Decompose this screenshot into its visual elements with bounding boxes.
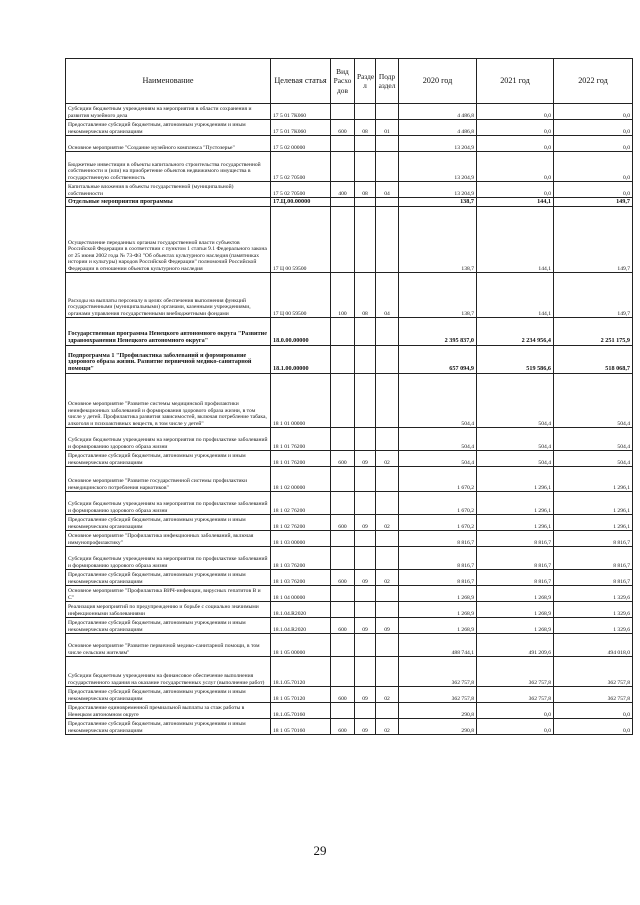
cell-2022: 1 296,1 <box>554 515 633 531</box>
cell-section: 08 <box>355 273 376 318</box>
cell-2022: 1 329,6 <box>554 586 633 602</box>
cell-section: 09 <box>355 618 376 634</box>
cell-section: 09 <box>355 570 376 586</box>
cell-section: 08 <box>355 182 376 198</box>
header-2020: 2020 год <box>399 59 477 104</box>
cell-target-article: 18 1 02 00000 <box>271 467 331 492</box>
cell-expense-type <box>331 428 355 451</box>
table-row <box>66 618 633 634</box>
cell-2020: 488 744,1 <box>399 634 477 657</box>
cell-section: 09 <box>355 515 376 531</box>
cell-name: Основное мероприятие "Развитие государственной системы профилактики немедицинского потребления наркотиков" <box>66 467 271 492</box>
cell-name: Капитальные вложения в объекты государственной (муниципальной) собственности <box>66 182 271 198</box>
cell-section: 09 <box>355 687 376 703</box>
table-row <box>66 547 633 570</box>
cell-2022: 362 757,8 <box>554 657 633 687</box>
cell-2021: 0,0 <box>477 182 554 198</box>
cell-target-article: 18.1.05.70160 <box>271 703 331 719</box>
cell-2021: 504,4 <box>477 428 554 451</box>
cell-name: Субсидии бюджетным учреждениям на мероприятия в области сохранения и развития музейного дела <box>66 104 271 120</box>
cell-2020: 290,8 <box>399 719 477 735</box>
cell-name: Предоставление субсидий бюджетным, автономным учреждениям и иным некоммерческим организациям <box>66 687 271 703</box>
cell-2022: 0,0 <box>554 152 633 182</box>
cell-subsection <box>376 104 399 120</box>
cell-2020: 504,4 <box>399 428 477 451</box>
header-expense-type: Вид Расхо дов <box>331 59 355 104</box>
table-row <box>66 515 633 531</box>
cell-2022: 362 757,8 <box>554 687 633 703</box>
cell-name: Предоставление субсидий бюджетным, автономным учреждениям и иным некоммерческим организациям <box>66 719 271 735</box>
cell-2022: 0,0 <box>554 182 633 198</box>
cell-2020: 13 204,9 <box>399 182 477 198</box>
cell-name: Бюджетные инвестиции в объекты капитального строительства государственной собственности и (или) на приобретение объектов недвижимого имущества в государственную собственность <box>66 152 271 182</box>
cell-2022: 0,0 <box>554 120 633 136</box>
cell-section <box>355 586 376 602</box>
cell-subsection <box>376 374 399 428</box>
cell-target-article: 18 1 03 76200 <box>271 570 331 586</box>
cell-2022: 8 816,7 <box>554 570 633 586</box>
cell-name: Расходы на выплаты персоналу в целях обеспечения выполнения функций государственными (муниципальными) органами, казенными учреждениями, органами управления государственными внебюджетными фондами <box>66 273 271 318</box>
cell-2021: 504,4 <box>477 374 554 428</box>
cell-section <box>355 703 376 719</box>
table-row <box>66 719 633 735</box>
cell-2022: 1 329,6 <box>554 602 633 618</box>
cell-2021: 0,0 <box>477 104 554 120</box>
cell-expense-type <box>331 207 355 273</box>
cell-subsection <box>376 198 399 207</box>
cell-target-article: 17 5 02 00000 <box>271 136 331 152</box>
cell-section <box>355 531 376 547</box>
page-number: 29 <box>313 843 327 858</box>
cell-2021: 0,0 <box>477 703 554 719</box>
cell-target-article: 18 1 03 00000 <box>271 531 331 547</box>
cell-subsection <box>376 657 399 687</box>
cell-section <box>355 428 376 451</box>
cell-section <box>355 602 376 618</box>
cell-name: Предоставление субсидий бюджетным, автономным учреждениям и иным некоммерческим организациям <box>66 120 271 136</box>
cell-2021: 1 296,1 <box>477 515 554 531</box>
table-row <box>66 492 633 515</box>
cell-target-article: 18.1.04.R2020 <box>271 602 331 618</box>
cell-section <box>355 104 376 120</box>
table-row <box>66 198 633 207</box>
table-row <box>66 152 633 182</box>
cell-2022: 149,7 <box>554 273 633 318</box>
cell-2021: 8 816,7 <box>477 570 554 586</box>
cell-subsection <box>376 428 399 451</box>
cell-2020: 1 268,9 <box>399 618 477 634</box>
cell-target-article: 18 1 05 00000 <box>271 634 331 657</box>
cell-2020: 362 757,8 <box>399 657 477 687</box>
cell-subsection <box>376 602 399 618</box>
header-2022: 2022 год <box>554 59 633 104</box>
table-row <box>66 182 633 198</box>
cell-section <box>355 207 376 273</box>
cell-name: Предоставление субсидий бюджетным, автономным учреждениям и иным некоммерческим организациям <box>66 618 271 634</box>
cell-subsection: 02 <box>376 719 399 735</box>
cell-name: Государственная программа Ненецкого автономного округа "Развитие здравоохранения Ненецкого автономного округа" <box>66 318 271 346</box>
cell-section <box>355 198 376 207</box>
cell-name: Подпрограмма 1 "Профилактика заболеваний и формирование здорового образа жизни. Развитие первичной медико-санитарной помощи" <box>66 346 271 374</box>
cell-expense-type <box>331 374 355 428</box>
table-row <box>66 104 633 120</box>
table-row <box>66 687 633 703</box>
cell-target-article: 18 1 01 76200 <box>271 428 331 451</box>
cell-subsection: 04 <box>376 182 399 198</box>
cell-2021: 0,0 <box>477 152 554 182</box>
cell-expense-type <box>331 602 355 618</box>
cell-expense-type: 100 <box>331 273 355 318</box>
cell-subsection: 01 <box>376 120 399 136</box>
cell-2020: 504,4 <box>399 374 477 428</box>
cell-2022: 0,0 <box>554 136 633 152</box>
cell-subsection <box>376 586 399 602</box>
cell-target-article: 18.1.04.R2020 <box>271 618 331 634</box>
cell-expense-type <box>331 492 355 515</box>
cell-2021: 519 586,6 <box>477 346 554 374</box>
cell-subsection <box>376 547 399 570</box>
cell-name: Основное мероприятие "Создание музейного комплекса "Пустозерье" <box>66 136 271 152</box>
cell-name: Предоставление субсидий бюджетным, автономным учреждениям и иным некоммерческим организациям <box>66 451 271 467</box>
cell-subsection: 02 <box>376 515 399 531</box>
cell-2020: 138,7 <box>399 198 477 207</box>
cell-2020: 2 395 837,0 <box>399 318 477 346</box>
cell-2020: 504,4 <box>399 451 477 467</box>
cell-name: Субсидии бюджетным учреждениям на мероприятия по профилактике заболеваний и формированию здорового образа жизни <box>66 428 271 451</box>
cell-section <box>355 374 376 428</box>
cell-subsection <box>376 346 399 374</box>
cell-2022: 504,4 <box>554 428 633 451</box>
cell-2020: 1 268,9 <box>399 586 477 602</box>
cell-2022: 494 018,0 <box>554 634 633 657</box>
cell-2021: 1 268,9 <box>477 602 554 618</box>
cell-2022: 0,0 <box>554 719 633 735</box>
table-row <box>66 586 633 602</box>
table-row <box>66 207 633 273</box>
cell-2021: 504,4 <box>477 451 554 467</box>
cell-section: 09 <box>355 719 376 735</box>
cell-target-article: 17 5 01 7К060 <box>271 104 331 120</box>
cell-2020: 362 757,8 <box>399 687 477 703</box>
cell-2021: 8 816,7 <box>477 531 554 547</box>
table-row <box>66 273 633 318</box>
table-row <box>66 467 633 492</box>
cell-section <box>355 634 376 657</box>
cell-target-article: 18 1 01 76200 <box>271 451 331 467</box>
cell-expense-type: 400 <box>331 182 355 198</box>
cell-expense-type <box>331 703 355 719</box>
cell-2022: 518 068,7 <box>554 346 633 374</box>
cell-2021: 1 268,9 <box>477 618 554 634</box>
cell-name: Предоставление субсидий бюджетным, автономным учреждениям и иным некоммерческим организациям <box>66 570 271 586</box>
cell-subsection: 02 <box>376 570 399 586</box>
cell-2021: 0,0 <box>477 120 554 136</box>
cell-expense-type <box>331 152 355 182</box>
cell-name: Осуществление переданных органам государственной власти субъектов Российской Федерации в соответствии с пунктом 1 статьи 9.1 Федерального закона от 25 июня 2002 года № 73-ФЗ "Об объектах культурного наследия (памятниках истории и культуры) народов Российской Федерации" полномочий Российской Федерации в отношении объектов культурного наследия <box>66 207 271 273</box>
table-row <box>66 703 633 719</box>
cell-expense-type: 600 <box>331 515 355 531</box>
cell-expense-type: 600 <box>331 618 355 634</box>
table-row <box>66 634 633 657</box>
cell-2022: 149,7 <box>554 207 633 273</box>
cell-name: Основное мероприятие "Профилактика инфекционных заболеваний, включая иммунопрофилактику" <box>66 531 271 547</box>
cell-expense-type <box>331 104 355 120</box>
cell-2021: 144,1 <box>477 198 554 207</box>
cell-2022: 2 251 175,9 <box>554 318 633 346</box>
cell-2021: 144,1 <box>477 273 554 318</box>
cell-subsection: 09 <box>376 618 399 634</box>
cell-2020: 138,7 <box>399 273 477 318</box>
cell-expense-type <box>331 318 355 346</box>
cell-expense-type <box>331 346 355 374</box>
table-row <box>66 531 633 547</box>
cell-2021: 1 296,1 <box>477 492 554 515</box>
cell-name: Предоставление субсидий бюджетным, автономным учреждениям и иным некоммерческим организациям <box>66 515 271 531</box>
cell-2021: 362 757,8 <box>477 657 554 687</box>
cell-2020: 13 204,9 <box>399 152 477 182</box>
cell-section <box>355 547 376 570</box>
header-subsection: Подр аздел <box>376 59 399 104</box>
cell-target-article: 18 1 01 00000 <box>271 374 331 428</box>
cell-subsection <box>376 703 399 719</box>
table-row <box>66 657 633 687</box>
cell-name: Предоставление единовременной премиальной выплаты за стаж работы в Ненецком автономном округе <box>66 703 271 719</box>
cell-name: Основное мероприятие "Развитие первичной медико-санитарной помощи, в том числе сельским жителям" <box>66 634 271 657</box>
cell-target-article: 18 1 04 00000 <box>271 586 331 602</box>
header-2021: 2021 год <box>477 59 554 104</box>
cell-2022: 504,4 <box>554 451 633 467</box>
cell-2020: 1 268,9 <box>399 602 477 618</box>
cell-target-article: 18.1.05.70120 <box>271 657 331 687</box>
cell-expense-type <box>331 198 355 207</box>
table-row <box>66 120 633 136</box>
cell-2022: 8 816,7 <box>554 547 633 570</box>
cell-target-article: 18 1 02 76200 <box>271 515 331 531</box>
cell-2020: 8 816,7 <box>399 547 477 570</box>
cell-subsection <box>376 531 399 547</box>
cell-name: Основное мероприятие "Развитие системы медицинской профилактики неинфекционных заболеваний и формирования здорового образа жизни, в том числе у детей. Профилактика развития зависимостей, включая потребление табака, алкоголя и психоактивных веществ, в том числе у детей" <box>66 374 271 428</box>
cell-2021: 0,0 <box>477 136 554 152</box>
table-row <box>66 136 633 152</box>
cell-name: Субсидии бюджетным учреждениям на мероприятия по профилактике заболеваний и формированию здорового образа жизни <box>66 492 271 515</box>
cell-target-article: 17.Ц.00.00000 <box>271 198 331 207</box>
table-row <box>66 318 633 346</box>
cell-2020: 1 670,2 <box>399 467 477 492</box>
cell-name: Субсидии бюджетным учреждениям на мероприятия по профилактике заболеваний и формированию здорового образа жизни <box>66 547 271 570</box>
cell-target-article: 17 5 02 70500 <box>271 182 331 198</box>
cell-target-article: 17 Ц 00 59500 <box>271 207 331 273</box>
cell-target-article: 18 1 05 70160 <box>271 719 331 735</box>
cell-subsection <box>376 152 399 182</box>
cell-section <box>355 152 376 182</box>
table-row <box>66 602 633 618</box>
table-header-row <box>66 59 633 104</box>
cell-expense-type <box>331 467 355 492</box>
cell-subsection <box>376 492 399 515</box>
cell-2020: 1 670,2 <box>399 492 477 515</box>
cell-subsection <box>376 136 399 152</box>
cell-expense-type: 600 <box>331 120 355 136</box>
cell-subsection <box>376 207 399 273</box>
cell-2022: 0,0 <box>554 703 633 719</box>
cell-2022: 1 296,1 <box>554 492 633 515</box>
cell-2022: 1 296,1 <box>554 467 633 492</box>
cell-section <box>355 492 376 515</box>
cell-expense-type <box>331 531 355 547</box>
table-row <box>66 374 633 428</box>
cell-subsection <box>376 318 399 346</box>
cell-2020: 8 816,7 <box>399 531 477 547</box>
budget-table-sheet <box>65 58 632 735</box>
cell-target-article: 18 1 03 76200 <box>271 547 331 570</box>
cell-2020: 657 094,9 <box>399 346 477 374</box>
cell-target-article: 17 5 01 7К060 <box>271 120 331 136</box>
table-row <box>66 346 633 374</box>
cell-expense-type: 600 <box>331 570 355 586</box>
cell-2020: 1 670,2 <box>399 515 477 531</box>
cell-2021: 491 209,6 <box>477 634 554 657</box>
cell-2020: 4 486,8 <box>399 120 477 136</box>
cell-name: Основное мероприятие "Профилактика ВИЧ-инфекции, вирусных гепатитов В и С" <box>66 586 271 602</box>
header-section: Разде л <box>355 59 376 104</box>
cell-2022: 8 816,7 <box>554 531 633 547</box>
cell-2022: 0,0 <box>554 104 633 120</box>
cell-expense-type <box>331 657 355 687</box>
cell-target-article: 17 5 02 70500 <box>271 152 331 182</box>
cell-subsection: 04 <box>376 273 399 318</box>
cell-2021: 1 296,1 <box>477 467 554 492</box>
cell-subsection: 02 <box>376 451 399 467</box>
cell-expense-type <box>331 547 355 570</box>
cell-section: 09 <box>355 451 376 467</box>
cell-2020: 4 486,8 <box>399 104 477 120</box>
budget-table <box>65 58 633 735</box>
cell-target-article: 18 1 05 70120 <box>271 687 331 703</box>
cell-2021: 8 816,7 <box>477 547 554 570</box>
cell-name: Субсидии бюджетным учреждениям на финансовое обеспечение выполнения государственного задания на оказание государственных услуг (выполнение работ) <box>66 657 271 687</box>
cell-subsection <box>376 467 399 492</box>
cell-section <box>355 318 376 346</box>
cell-expense-type: 600 <box>331 719 355 735</box>
cell-target-article: 18 1 02 76200 <box>271 492 331 515</box>
cell-2021: 362 757,8 <box>477 687 554 703</box>
cell-target-article: 18.1.00.00000 <box>271 346 331 374</box>
cell-2020: 8 816,7 <box>399 570 477 586</box>
cell-expense-type: 600 <box>331 451 355 467</box>
cell-2021: 144,1 <box>477 207 554 273</box>
table-row <box>66 570 633 586</box>
cell-section: 08 <box>355 120 376 136</box>
cell-2022: 504,4 <box>554 374 633 428</box>
cell-2021: 1 268,9 <box>477 586 554 602</box>
cell-expense-type <box>331 634 355 657</box>
cell-name: Отдельные мероприятия программы <box>66 198 271 207</box>
cell-subsection: 02 <box>376 687 399 703</box>
cell-expense-type <box>331 136 355 152</box>
header-name: Наименование <box>66 59 271 104</box>
cell-2022: 1 329,6 <box>554 618 633 634</box>
cell-2021: 2 234 956,4 <box>477 318 554 346</box>
cell-2020: 138,7 <box>399 207 477 273</box>
cell-section <box>355 467 376 492</box>
table-body <box>66 104 633 735</box>
header-article: Целевая статья <box>271 59 331 104</box>
cell-target-article: 18.0.00.00000 <box>271 318 331 346</box>
cell-section <box>355 346 376 374</box>
cell-2021: 0,0 <box>477 719 554 735</box>
cell-expense-type: 600 <box>331 687 355 703</box>
cell-2020: 13 204,9 <box>399 136 477 152</box>
cell-2020: 290,8 <box>399 703 477 719</box>
cell-2022: 149,7 <box>554 198 633 207</box>
table-row <box>66 428 633 451</box>
cell-name: Реализация мероприятий по предупреждению и борьбе с социально значимыми инфекционными заболеваниями <box>66 602 271 618</box>
cell-target-article: 17 Ц 00 59500 <box>271 273 331 318</box>
cell-expense-type <box>331 586 355 602</box>
cell-subsection <box>376 634 399 657</box>
cell-section <box>355 657 376 687</box>
cell-section <box>355 136 376 152</box>
table-row <box>66 451 633 467</box>
